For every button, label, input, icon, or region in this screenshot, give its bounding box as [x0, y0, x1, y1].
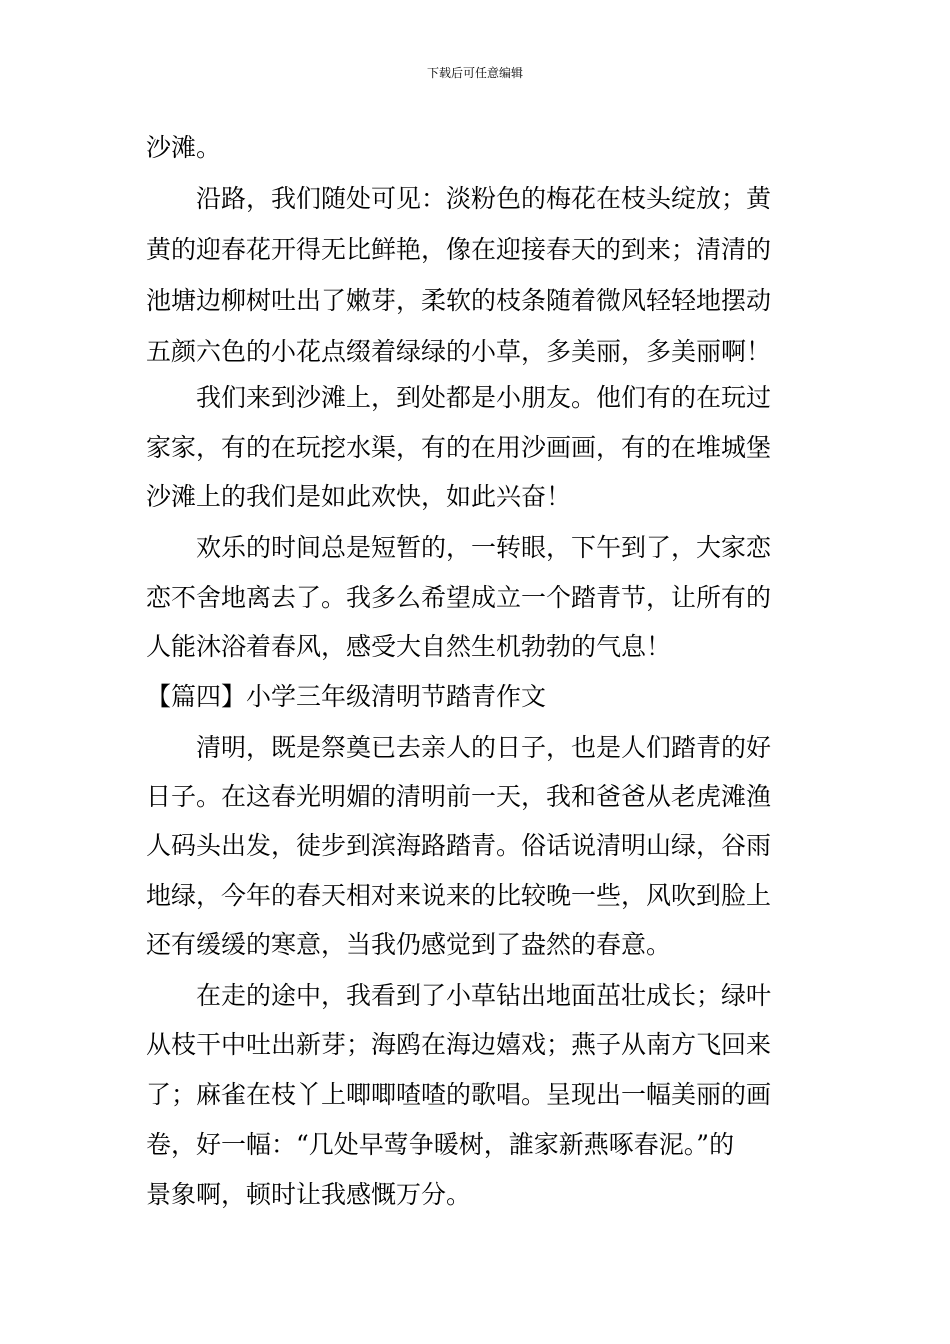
text-line: 欢乐的时间总是短暂的，一转眼，下午到了，大家恋: [146, 533, 772, 562]
text-line: 沿路，我们随处可见：淡粉色的梅花在枝头绽放；黄: [146, 184, 772, 213]
section-heading: 【篇四】小学三年级清明节踏青作文: [146, 682, 547, 711]
text-line: 沙滩。: [146, 133, 222, 162]
text-line: 沙滩上的我们是如此欢快，如此兴奋！: [146, 482, 572, 511]
text-line: 我们来到沙滩上，到处都是小朋友。他们有的在玩过: [146, 383, 772, 412]
text-line: 景象啊，顿时让我感慨万分。: [146, 1180, 472, 1209]
text-line: 还有缓缓的寒意，当我仍感觉到了盎然的春意。: [146, 930, 672, 959]
text-line: 了；麻雀在枝丫上唧唧喳喳的歌唱。呈现出一幅美丽的画: [146, 1080, 772, 1109]
text-line: 人能沐浴着春风，感受大自然生机勃勃的气息！: [146, 632, 672, 661]
page-header: 下载后可任意编辑: [426, 66, 523, 80]
text-line: 恋不舍地离去了。我多么希望成立一个踏青节，让所有的: [146, 583, 772, 612]
text-line: 地绿，今年的春天相对来说来的比较晚一些，风吹到脸上: [146, 881, 772, 910]
text-line: 池塘边柳树吐出了嫩芽，柔软的枝条随着微风轻轻地摆动: [146, 286, 772, 315]
text-line: 从枝干中吐出新芽；海鸥在海边嬉戏；燕子从南方飞回来: [146, 1030, 772, 1059]
text-line: 人码头出发，徒步到滨海路踏青。俗话说清明山绿，谷雨: [146, 831, 772, 860]
text-line: 清明，既是祭奠已去亲人的日子，也是人们踏青的好: [146, 733, 772, 762]
text-line: 卷，好一幅：“几处早莺争暖树，誰家新燕啄春泥。”的: [146, 1130, 735, 1159]
text-line: 日子。在这春光明媚的清明前一天，我和爸爸从老虎滩渔: [146, 782, 772, 811]
text-line: 在走的途中，我看到了小草钻出地面茁壮成长；绿叶: [146, 981, 772, 1010]
text-line: 黄的迎春花开得无比鲜艳，像在迎接春天的到来；清清的: [146, 235, 772, 264]
text-line: 家家，有的在玩挖水渠，有的在用沙画画，有的在堆城堡: [146, 433, 772, 462]
text-line: 五颜六色的小花点缀着绿绿的小草，多美丽，多美丽啊！: [146, 337, 772, 366]
